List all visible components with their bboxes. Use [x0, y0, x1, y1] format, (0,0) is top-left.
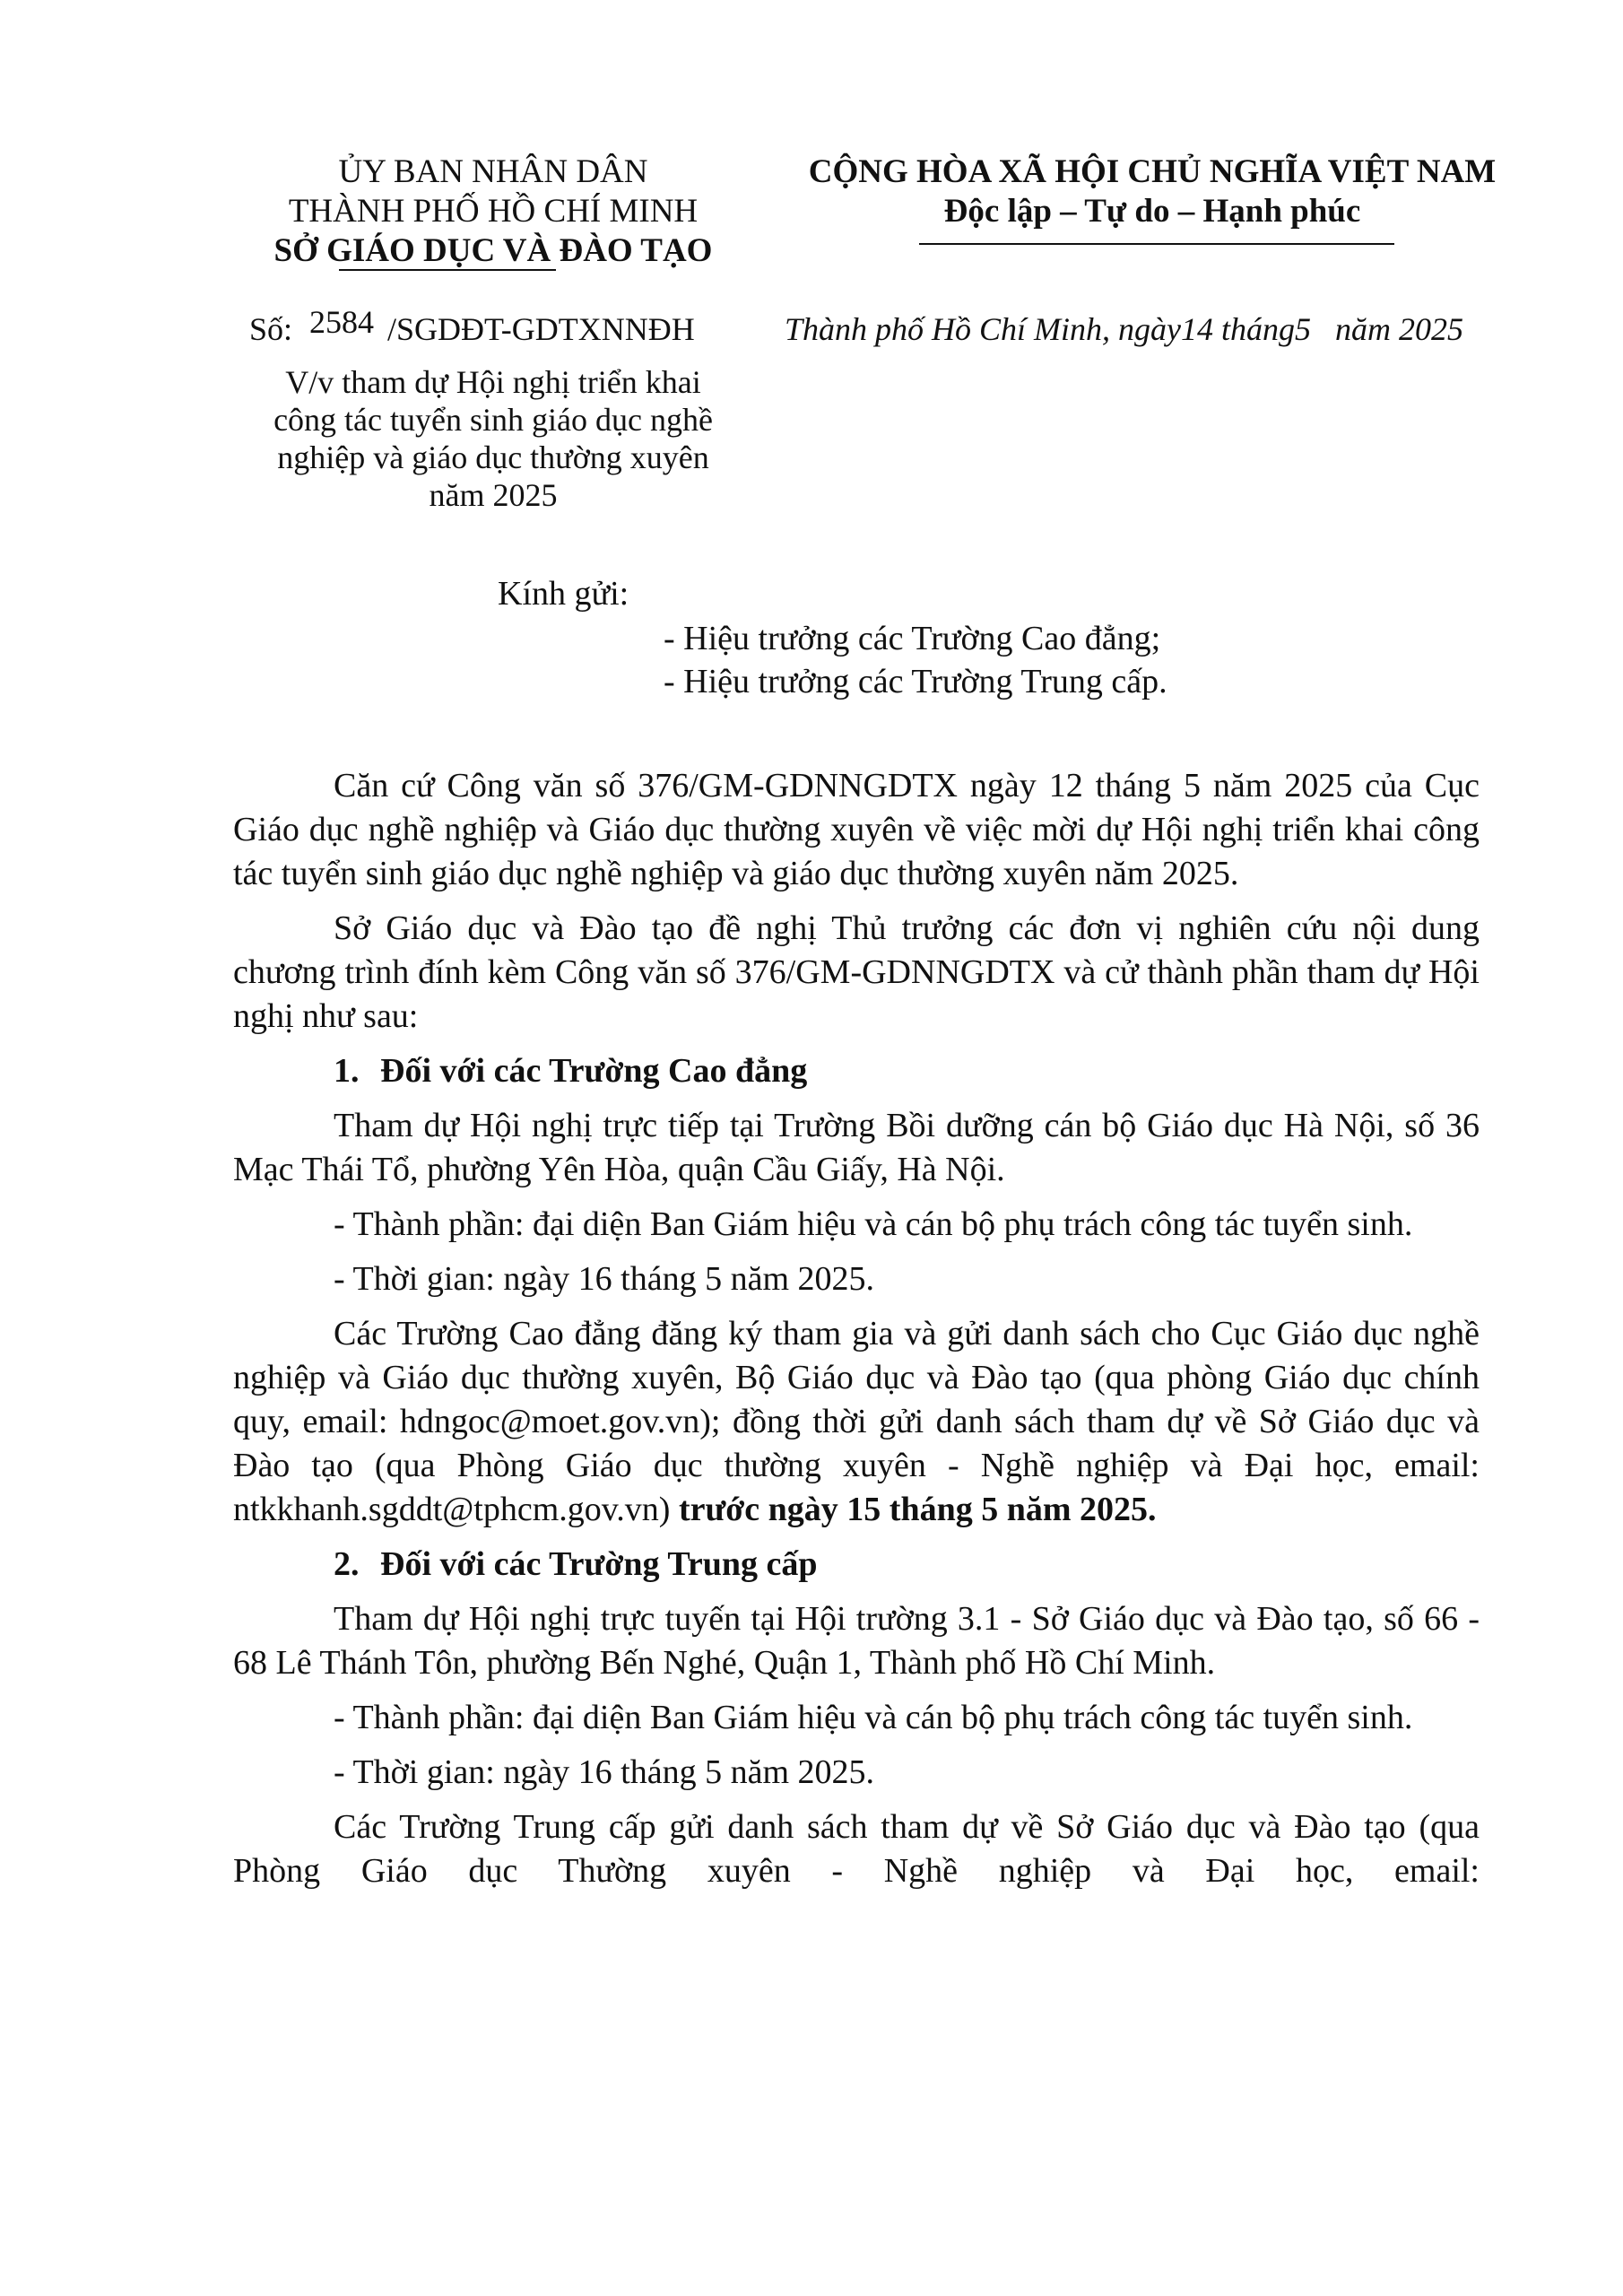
- subject-line: năm 2025: [429, 477, 558, 513]
- document-number: [249, 304, 695, 349]
- subject-line: nghiệp và giáo dục thường xuyên: [277, 439, 709, 475]
- document-body: [233, 764, 1480, 1904]
- paragraph-request: Sở Giáo dục và Đào tạo đề nghị Thủ trưởng các đơn vị nghiên cứu nội dung chương trình đính kèm Công văn số 376/GM-GDNNGDTX và cử thành phần tham dự Hội nghị như sau:: [233, 909, 1480, 1035]
- subject-line: V/v tham dự Hội nghị triển khai: [285, 364, 701, 400]
- national-header: [776, 152, 1529, 231]
- doc-number-value: 2584: [309, 304, 375, 340]
- motto-underline: [919, 243, 1394, 245]
- doc-code: /SGDĐT-GDTXNNĐH: [387, 311, 695, 347]
- date-month: 5: [1295, 311, 1312, 347]
- recipient-item: - Hiệu trưởng các Trường Cao đẳng;: [664, 620, 1161, 657]
- national-motto: Độc lập – Tự do – Hạnh phúc: [943, 193, 1361, 230]
- section-1-location: Tham dự Hội nghị trực tiếp tại Trường Bồi dưỡng cán bộ Giáo dục Hà Nội, số 36 Mạc Thái Tổ, phường Yên Hòa, quận Cầu Giấy, Hà Nội.: [233, 1107, 1480, 1188]
- section-2-time: - Thời gian: ngày 16 tháng 5 năm 2025.: [334, 1753, 875, 1791]
- recipients-list: [664, 617, 1167, 703]
- section-1-time: - Thời gian: ngày 16 tháng 5 năm 2025.: [334, 1260, 875, 1298]
- section-2-location: Tham dự Hội nghị trực tuyến tại Hội trường 3.1 - Sở Giáo dục và Đào tạo, số 66 - 68 Lê Thánh Tôn, phường Bến Nghé, Quận 1, Thành phố Hồ Chí Minh.: [233, 1600, 1480, 1682]
- place-date-prefix: Thành phố Hồ Chí Minh, ngày: [785, 311, 1182, 347]
- place-date: [785, 309, 1463, 349]
- agency-header: [242, 152, 744, 271]
- recipients-label: Kính gửi:: [498, 575, 629, 613]
- section-1-number: 1.: [334, 1052, 360, 1090]
- date-day: 14: [1181, 311, 1214, 347]
- section-2-participants: - Thành phần: đại diện Ban Giám hiệu và cán bộ phụ trách công tác tuyển sinh.: [334, 1699, 1413, 1736]
- section-1-title: Đối với các Trường Cao đẳng: [380, 1052, 808, 1090]
- agency-name: SỞ GIÁO DỤC VÀ ĐÀO TẠO: [273, 232, 713, 269]
- section-1-heading: [233, 1049, 1480, 1093]
- section-1-participants: - Thành phần: đại diện Ban Giám hiệu và cán bộ phụ trách công tác tuyển sinh.: [334, 1205, 1413, 1243]
- nation-name: CỘNG HÒA XÃ HỘI CHỦ NGHĨA VIỆT NAM: [808, 153, 1497, 190]
- section-2-number: 2.: [334, 1545, 360, 1583]
- section-1-deadline: trước ngày 15 tháng 5 năm 2025.: [678, 1491, 1157, 1528]
- section-2-title: Đối với các Trường Trung cấp: [380, 1545, 818, 1583]
- year-label: năm 2025: [1335, 311, 1464, 347]
- subject-line: công tác tuyển sinh giáo dục nghề: [273, 402, 713, 438]
- month-label: tháng: [1221, 311, 1296, 347]
- recipient-item: - Hiệu trưởng các Trường Trung cấp.: [664, 663, 1167, 700]
- agency-underline: [339, 269, 556, 271]
- section-1-registration-text: Các Trường Cao đẳng đăng ký tham gia và gửi danh sách cho Cục Giáo dục nghề nghiệp và Giáo dục thường xuyên, Bộ Giáo dục và Đào tạo (qua phòng Giáo dục chính quy, email: hdngoc@moet.gov.vn); đồng thời gửi danh sách tham dự về Sở Giáo dục và Đào tạo (qua Phòng Giáo dục thường xuyên - Nghề nghiệp và Đại học, email: ntkkhanh.sgddt@tphcm.gov.vn): [233, 1315, 1480, 1528]
- agency-parent-line2: THÀNH PHỐ HỒ CHÍ MINH: [288, 193, 699, 230]
- section-1-registration: [233, 1312, 1480, 1532]
- section-2-registration: Các Trường Trung cấp gửi danh sách tham dự về Sở Giáo dục và Đào tạo (qua Phòng Giáo dục Thường xuyên - Nghề nghiệp và Đại học, email:: [233, 1808, 1480, 1890]
- paragraph-basis: Căn cứ Công văn số 376/GM-GDNNGDTX ngày 12 tháng 5 năm 2025 của Cục Giáo dục nghề nghiệp và Giáo dục thường xuyên về việc mời dự Hội nghị triển khai công tác tuyển sinh giáo dục nghề nghiệp và giáo dục thường xuyên năm 2025.: [233, 767, 1480, 892]
- section-2-heading: [233, 1543, 1480, 1587]
- agency-parent-line1: ỦY BAN NHÂN DÂN: [338, 153, 648, 190]
- doc-number-label: Số:: [249, 311, 293, 347]
- subject-block: [242, 363, 744, 514]
